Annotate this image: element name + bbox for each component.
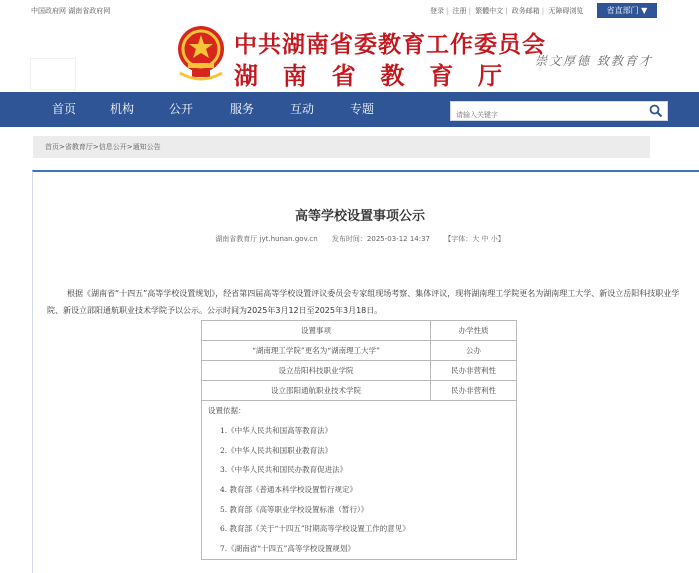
search-input[interactable] [451, 106, 636, 124]
list-item: 4. 教育部《普通本科学校设置暂行规定》 [220, 485, 358, 495]
nature-cell: 民办非营利性 [431, 381, 517, 401]
gov-mail-link[interactable]: 政务邮箱 [511, 7, 540, 15]
login-link[interactable]: 登录 [430, 7, 444, 15]
external-links [31, 6, 110, 16]
main-nav [0, 92, 699, 127]
header-nature: 办学性质 [431, 321, 517, 341]
table-row [202, 381, 517, 401]
nature-cell: 公办 [431, 341, 517, 361]
link-hunan-gov[interactable]: 湖南省政府网 [68, 7, 111, 15]
font-size-control[interactable]: 【字体：大 中 小】 [444, 235, 505, 243]
list-item: 2.《中华人民共和国职业教育法》 [220, 445, 333, 455]
item-cell: “湖南理工学院”更名为“湖南理工大学” [202, 341, 431, 361]
provincial-departments-dropdown[interactable]: 省直部门 ▼ [597, 3, 657, 18]
nav-home[interactable]: 首页 [52, 102, 77, 116]
list-item: 1.《中华人民共和国高等教育法》 [220, 426, 333, 435]
list-item: 7.《湖南省“十四五”高等学校设置规划》 [220, 544, 355, 554]
search-box [450, 101, 668, 121]
header-item: 设置事项 [202, 321, 431, 341]
site-banner [0, 20, 699, 92]
department-title: 湖 南 省 教 育 厅 [234, 62, 502, 90]
traditional-chinese-link[interactable]: 繁體中文 [475, 7, 504, 15]
article-panel [32, 170, 699, 573]
nav-interaction[interactable]: 互动 [290, 102, 315, 116]
article-meta [33, 234, 687, 244]
basis-cell [202, 401, 517, 560]
table-row [202, 341, 517, 361]
breadcrumb[interactable]: 首页>省教育厅>信息公开>通知公告 [33, 136, 650, 158]
accessibility-link[interactable]: 无障碍浏览 [548, 7, 584, 15]
table-row [202, 361, 517, 381]
publish-time: 发布时间：2025-03-12 14:37 [331, 235, 431, 243]
list-item: 6. 教育部《关于“十四五”时期高等学校设置工作的意见》 [220, 524, 410, 534]
establishment-table [201, 320, 517, 560]
list-item: 5. 教育部《高等职业学校设置标准（暂行）》 [220, 504, 369, 514]
list-item: 3.《中华人民共和国民办教育促进法》 [220, 465, 348, 475]
nav-institutions[interactable]: 机构 [110, 102, 135, 116]
basis-row [202, 401, 517, 560]
article-body: 根据《湖南省“十四五”高等学校设置规划》，经省第四届高等学校设置评议委员会专家组现场考察、集体评议，现将湖南理工学院更名为湖南理工大学、新设立岳阳科技职业学院、新设立邵阳通航职业技术学院予以公示。公示时间为2025年3月12日至2025年3月18日。 [47, 289, 680, 315]
committee-title: 中共湖南省委教育工作委员会 [234, 32, 546, 58]
basis-label: 设置依据： [208, 406, 246, 415]
banner-decoration [30, 58, 76, 90]
link-gov-cn[interactable]: 中国政府网 [31, 7, 66, 15]
site-slogan: 崇文厚德 致教育才 [535, 54, 653, 68]
party-emblem-icon [176, 23, 226, 81]
nav-topics[interactable]: 专题 [350, 102, 375, 116]
item-cell: 设立岳阳科技职业学院 [202, 361, 431, 381]
top-utility-bar [0, 0, 699, 20]
article-source: 湖南省教育厅 jyt.hunan.gov.cn [215, 235, 318, 243]
article-title: 高等学校设置事项公示 [294, 209, 425, 224]
nav-disclosure[interactable]: 公开 [169, 102, 194, 116]
search-icon[interactable] [649, 104, 663, 118]
nature-cell: 民办非营利性 [431, 361, 517, 381]
table-header-row [202, 321, 517, 341]
nav-services[interactable]: 服务 [230, 102, 255, 116]
register-link[interactable]: 注册 [452, 7, 467, 15]
item-cell: 设立邵阳通航职业技术学院 [202, 381, 431, 401]
account-links: 登录 | 注册 | 繁體中文 | 政务邮箱 | 无障碍浏览 [430, 7, 584, 15]
